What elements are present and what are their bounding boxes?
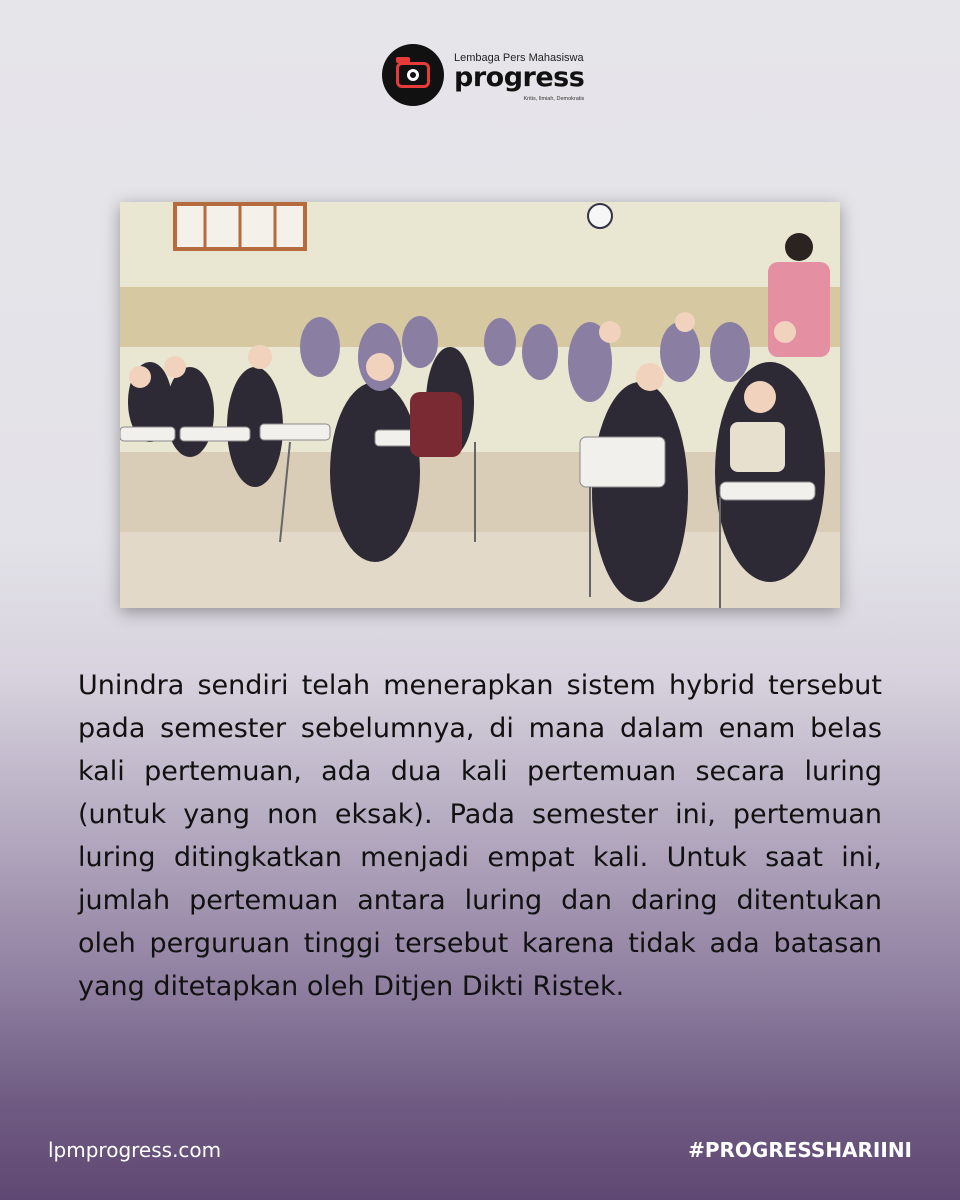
logo-org-type: Lembaga Pers Mahasiswa — [454, 52, 584, 64]
classroom-photo — [120, 202, 840, 608]
logo-name: progress — [454, 62, 585, 93]
photo-illustration — [120, 202, 840, 608]
camera-icon — [382, 44, 444, 106]
logo-tagline: Kritis, Ilmiah, Demokratis — [523, 96, 585, 102]
hashtag: #PROGRESSHARIINI — [688, 1138, 912, 1162]
article-paragraph: Unindra sendiri telah menerapkan sistem hybrid tersebut pada semester sebelumnya, di mana dalam enam belas kali pertemuan, ada dua kali pertemuan secara luring (untuk yang non eksak). Pada semester ini, pertemuan luring ditingkatkan menjadi empat kali. Untuk saat ini, jumlah pertemuan antara luring dan daring ditentukan oleh perguruan tinggi tersebut karena tidak ada batasan yang ditetapkan oleh Ditjen Dikti Ristek. — [78, 670, 882, 1002]
logo-text — [454, 52, 585, 102]
website-link[interactable]: lpmprogress.com — [48, 1138, 222, 1162]
